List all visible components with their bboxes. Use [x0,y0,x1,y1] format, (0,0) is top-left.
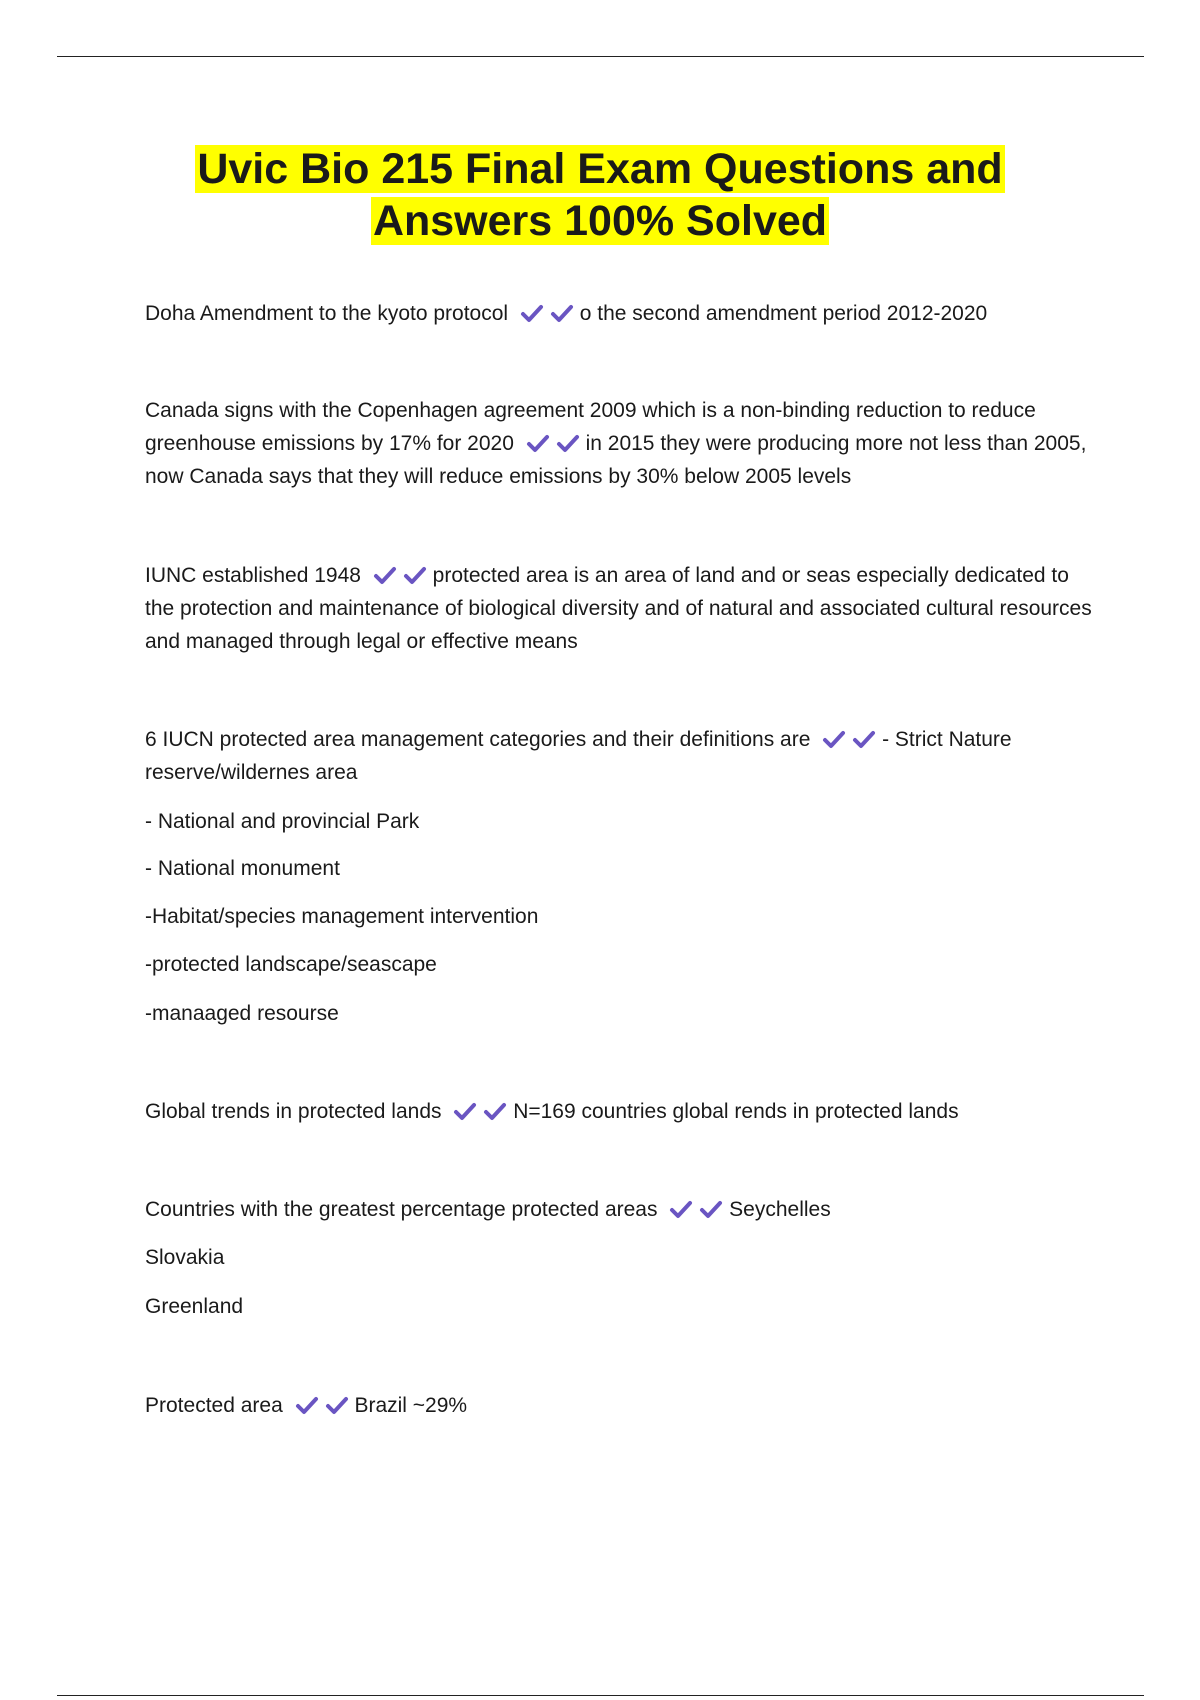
question-text: Canada signs with the Copenhagen agreement 2009 which is a non-binding reduction to reduce greenhouse emissions by 17% for 2020 [145,399,1036,455]
answer-text: o the second amendment period 2012-2020 [579,302,988,325]
question-text: Doha Amendment to the kyoto protocol [145,302,509,325]
qa-item [145,297,1095,330]
qa-item [145,394,1095,493]
answer-text: in 2015 they were producing more not less than 2005, now Canada says that they will reduce emissions by 30% below 2005 levels [145,432,1087,488]
bottom-rule [57,1695,1144,1696]
checkmark-icon [699,1199,723,1219]
question-text: IUNC established 1948 [145,564,361,587]
question-text: Global trends in protected lands [145,1100,442,1123]
checkmark-icon [822,729,846,749]
answer-text: - Strict Nature reserve/wildernes area [145,728,1012,784]
question-text: Protected area [145,1394,283,1417]
checkmark-icon [669,1199,693,1219]
question-text: Countries with the greatest percentage protected areas [145,1198,658,1221]
checkmark-icon [852,729,876,749]
qa-item [145,723,1095,789]
title-line-1: Uvic Bio 215 Final Exam Questions and [197,145,1003,193]
answer-text: N=169 countries global rends in protected lands [513,1100,959,1123]
answer-text: Brazil ~29% [354,1394,468,1417]
checkmark-icon [373,565,397,585]
document-title [100,143,1100,247]
list-item: -Habitat/species management intervention [145,905,539,928]
checkmark-icon [550,303,574,323]
qa-item [145,559,1095,658]
qa-item [145,1389,1095,1422]
checkmark-icon [520,303,544,323]
list-item: - National monument [145,857,340,880]
checkmark-icon [556,433,580,453]
checkmark-icon [403,565,427,585]
checkmark-icon [325,1395,349,1415]
checkmark-icon [295,1395,319,1415]
list-item: -manaaged resourse [145,1002,339,1025]
title-line-2: Answers 100% Solved [372,197,828,245]
answer-text: Seychelles [729,1198,831,1221]
list-item: -protected landscape/seascape [145,953,437,976]
top-rule [57,56,1144,57]
question-text: 6 IUCN protected area management categories and their definitions are [145,728,811,751]
qa-item [145,1193,1095,1226]
list-item: Greenland [145,1295,244,1318]
checkmark-icon [526,433,550,453]
qa-item [145,1095,1095,1128]
list-item: Slovakia [145,1246,225,1269]
checkmark-icon [453,1101,477,1121]
list-item: - National and provincial Park [145,810,420,833]
checkmark-icon [483,1101,507,1121]
answer-text: protected area is an area of land and or seas especially dedicated to the protection and maintenance of biological diversity and of natural and associated cultural resources and managed through legal or effective means [145,564,1092,653]
